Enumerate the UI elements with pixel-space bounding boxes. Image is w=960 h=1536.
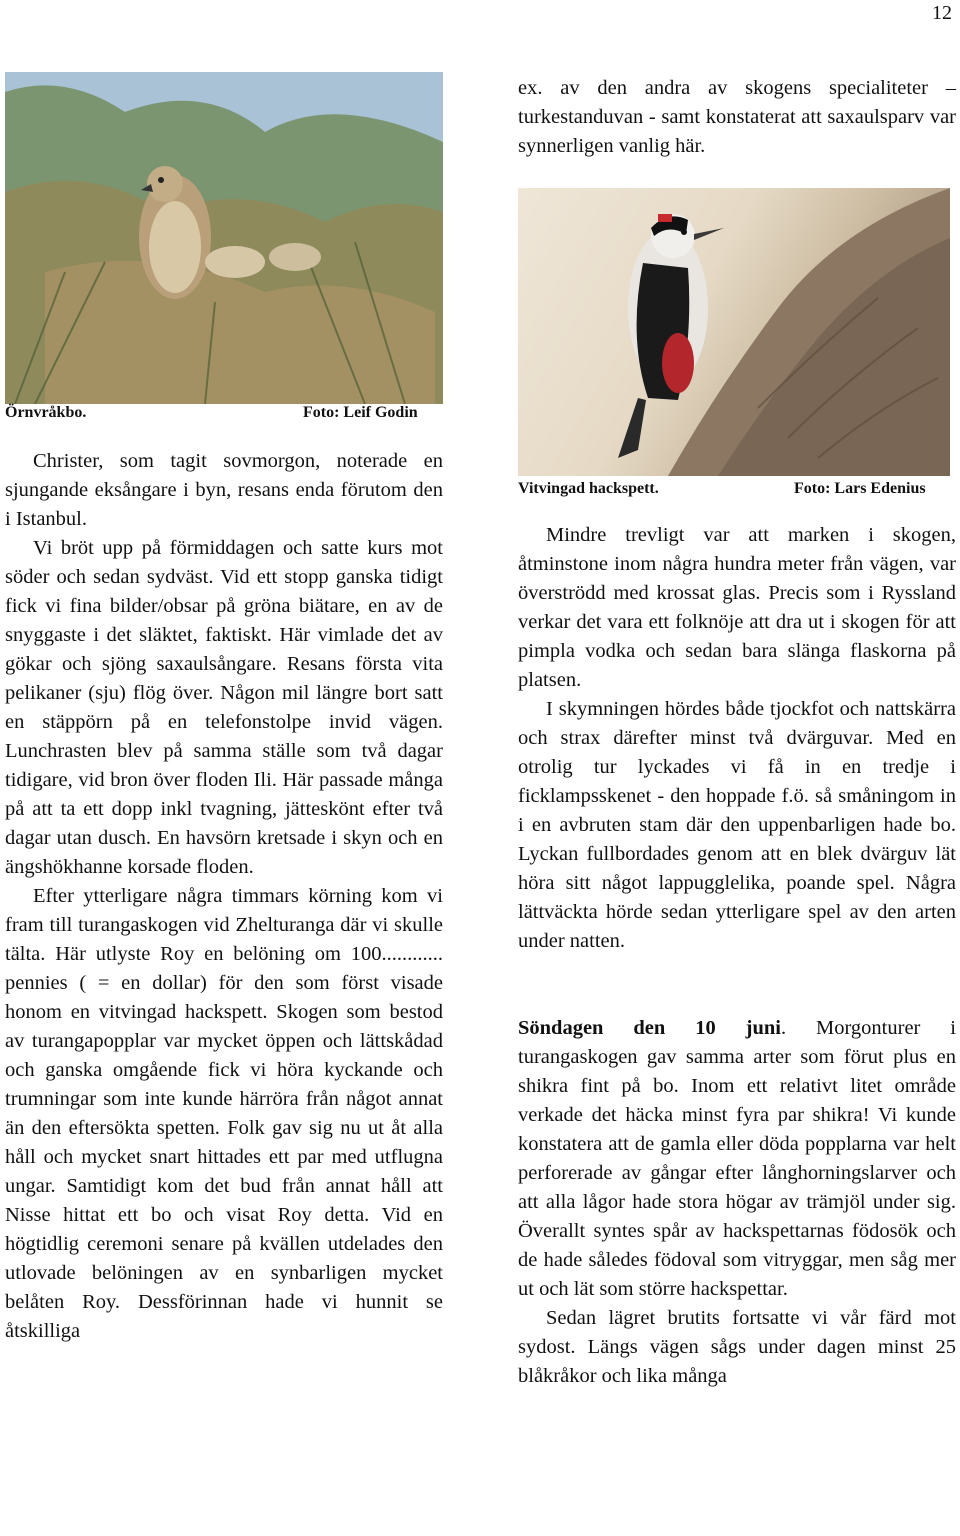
woodpecker-photo-credit: Foto: Lars Edenius: [794, 480, 926, 497]
hawk-nest-illustration: [5, 72, 443, 404]
woodpecker-photo: [518, 188, 950, 476]
day-heading-tail: .: [780, 1017, 816, 1039]
woodpecker-photo-caption: Vitvingad hackspett.: [518, 480, 659, 497]
paragraph: Vi bröt upp på förmiddagen och satte kurs mot söder och sedan sydväst. Vid ett stopp ganska tidigt fick vi fina bilder/obsar på gröna biätare, en av de snyggaste i det släktet, faktiskt. Här vimlade det av gökar och sjöng saxaulsångare. Resans första vita pelikaner (sju) flög över. Någon mil längre bort satt en stäppörn på en telefonstolpe invid vägen. Lunchrasten blev på samma ställe som två dagar tidigare, vid bron över floden Ili. Här passade många på att ta ett dopp inkl tvagning, jätteskönt efter två dagar utan dusch. En havsörn kretsade i skyn och en ängshökhanne korsade floden.: [5, 537, 443, 878]
woodpecker-illustration: [518, 188, 950, 476]
hawk-photo-credit: Foto: Leif Godin: [303, 404, 418, 421]
section-gap: [518, 956, 956, 1014]
page-number: 12: [932, 2, 952, 24]
paragraph: ex. av den andra av skogens specialiteter – turkestanduvan - samt konstaterat att saxaulsparv var synnerligen vanlig här.: [518, 77, 956, 157]
paragraph: Mindre trevligt var att marken i skogen, åtminstone inom några hundra meter från vägen, var överströdd med krossat glas. Precis som i Ryssland verkar det vara ett folknöje att dra ut i skogen för att pimpla vodka och sedan bara slänga flaskorna på platsen.: [518, 524, 956, 691]
day-heading: Söndagen den 10 juni: [518, 1017, 781, 1039]
day-first-paragraph: Morgonturer i turangaskogen gav samma arter som förut plus en shikra fint på bo. Inom ett relativt litet område verkade det häcka minst fyra par shikra! Vi kunde konstatera att de gamla eller döda popplarna var helt perforerade av gångar efter långhorningslarver och att alla lågor hade stora högar av trämjöl under sig. Överallt syntes spår av hackspettarnas födosök och de hade således födoval som vitryggar, men såg mer ut och lät som större hackspettar.: [518, 1017, 956, 1300]
paragraph: Efter ytterligare några timmars körning kom vi fram till turangaskogen vid Zhelturanga där vi skulle tälta. Här utlyste Roy en belöning om 100............ pennies ( = en dollar) för den som först visade honom en vitvingad hackspett. Skogen som bestod av turangapopplar var mycket öppen och lättskådad och ganska omgående fick vi höra kyckande och trumningar som inte kunde härröra från något annat än den eftersökta spetten. Folk gav sig nu ut åt alla håll och mycket snart hittades ett par med utflugna ungar. Samtidigt kom det bud från annat håll att Nisse hittat ett bo och visat Roy detta. Vid en högtidlig ceremoni senare på kvällen utdelades den utlovade belöningen av en synbarligen mycket belåten Roy. Dessförinnan hade vi hunnit se åtskilliga: [5, 885, 443, 1342]
hawk-photo-caption: Örnvråkbo.: [5, 404, 87, 421]
top-right-text: [518, 74, 956, 161]
left-column: [5, 447, 443, 1346]
paragraph: Sedan lägret brutits fortsatte vi vår färd mot sydost. Längs vägen sågs under dagen minst 25 blåkråkor och lika många: [518, 1307, 956, 1387]
day-section-paragraph: [518, 1014, 956, 1304]
right-column: [518, 521, 956, 1391]
paragraph: Christer, som tagit sovmorgon, noterade en sjungande eksångare i byn, resans enda förutom den i Istanbul.: [5, 450, 443, 530]
hawk-nest-photo: [5, 72, 443, 404]
paragraph: I skymningen hördes både tjockfot och nattskärra och strax därefter minst två dvärguvar. Med en otrolig tur lyckades vi få in en tredje i ficklampsskenet - den hoppade f.ö. så småningom in i en avbruten stam där den uppenbarligen hade bo. Lyckan fullbordades genom att en blek dvärguv lät höra sitt något lappugglelika, poande spel. Några lättväckta hörde sedan ytterligare spel av den arten under natten.: [518, 698, 956, 952]
